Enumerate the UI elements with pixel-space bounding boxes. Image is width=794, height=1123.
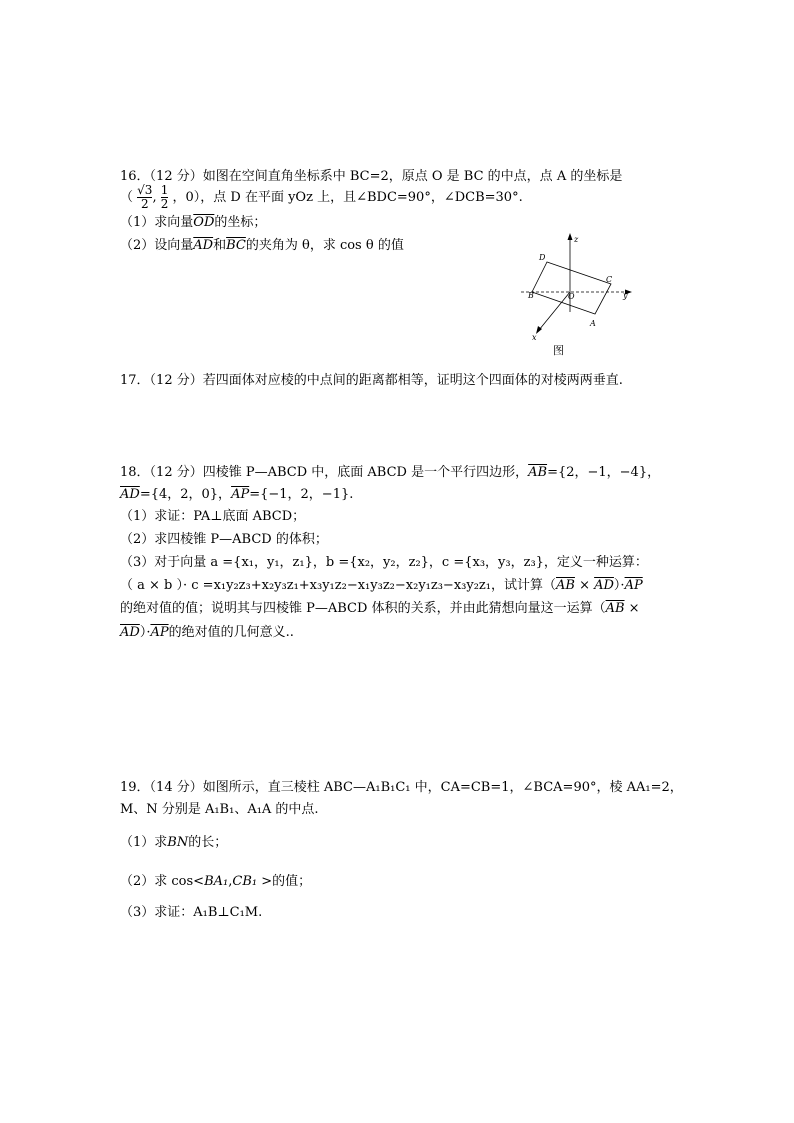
- q19-part2-pre: （2）求 cos<: [120, 874, 205, 889]
- z-label: z: [574, 235, 579, 244]
- vector-AP: $\overline{AP}$: [150, 625, 169, 640]
- y-label: y: [623, 291, 628, 300]
- q16-line2-tail: ，0），点 D 在平面 yOz 上，且∠BDC=90°，∠DCB=30°.: [172, 190, 523, 205]
- q16-frac2-den: 2: [160, 197, 169, 211]
- q16-open-paren: （: [120, 190, 134, 205]
- dot-sign: ）·: [613, 578, 625, 593]
- q18-line6-post: ×: [624, 601, 640, 616]
- vector-AD: $\overline{AD}$: [594, 578, 614, 593]
- q18-line2-mid: ={4，2，0}，: [139, 487, 232, 502]
- dot-sign: ）·: [139, 625, 151, 640]
- q19-part1-pre: （1）求: [120, 835, 168, 850]
- vector-BN: BN: [167, 835, 189, 850]
- z-arrow: [568, 233, 573, 240]
- vector-AD: $\overline{AD}$: [120, 487, 140, 502]
- q19-line2: M、N 分别是 A₁B₁、A₁A 的中点.: [120, 802, 319, 817]
- q19-part1: [120, 834, 227, 852]
- q16-part2-post: 的夹角为 θ，求 cos θ 的值: [245, 238, 404, 253]
- vector-AP: $\overline{AP}$: [624, 578, 643, 593]
- q18-part2: （2）求四棱锥 P—ABCD 的体积；: [120, 532, 328, 547]
- vector-AB: $\overline{AB}$: [555, 578, 575, 593]
- vector-AB: $\overline{AB}$: [605, 601, 625, 616]
- label-B: B: [528, 291, 534, 300]
- q16-part2: [120, 237, 404, 255]
- vector-CB1: CB₁: [232, 874, 258, 889]
- q19-part1-post: 的长；: [188, 835, 228, 850]
- q19-part2: [120, 873, 311, 891]
- q16-part2-pre: （2）设向量: [120, 238, 194, 253]
- q18-line7-post: 的绝对值的几何意义..: [168, 625, 294, 640]
- q19-line1: 19．（14 分）如图所示，直三棱柱 ABC—A₁B₁C₁ 中，CA=CB=1，∠BCA=90°，棱 AA₁=2，: [120, 780, 683, 795]
- q16-line1: 16．（12 分）如图在空间直角坐标系中 BC=2，原点 O 是 BC 的中点，点 A 的坐标是: [120, 169, 623, 184]
- q16-part1-post: 的坐标；: [214, 215, 267, 230]
- q18-line1-pre: 18．（12 分）四棱锥 P—ABCD 中，底面 ABCD 是一个平行四边形，: [120, 465, 529, 480]
- q16-frac2: [161, 184, 169, 211]
- q16-frac1: [137, 184, 152, 211]
- vector-AP: $\overline{AP}$: [231, 487, 250, 502]
- q16-line2: [120, 184, 523, 214]
- q19-part2-post: >的值；: [257, 874, 312, 889]
- q18-line2-post: ={−1，2，−1}.: [249, 487, 354, 502]
- q18-line6-pre: 的绝对值的值；说明其与四棱锥 P—ABCD 体积的关系，并由此猜想向量这一运算（: [120, 601, 606, 616]
- vector-OD: $\overline{OD}$: [193, 215, 215, 230]
- label-O: O: [568, 292, 575, 301]
- vector-BA1: BA₁: [204, 874, 229, 889]
- q18-part3: （3）对于向量 a ={x₁，y₁，z₁}，b ={x₂，y₂，z₂}，c ={x₃，y₃，z₃}，定义一种运算：: [120, 555, 648, 570]
- vector-AD: $\overline{AD}$: [120, 625, 140, 640]
- q16-part1-pre: （1）求向量: [120, 215, 194, 230]
- q18-op-pre: （ a × b ）· c =x₁y₂z₃+x₂y₃z₁+x₃y₁z₂−x₁y₃z₂−x₂y₁z₃−x₃y₂z₁，试计算（: [120, 578, 556, 593]
- q18-line1-post: ={2，−1，−4}，: [547, 465, 661, 480]
- vector-AB: $\overline{AB}$: [528, 465, 548, 480]
- x-label: x: [532, 333, 537, 342]
- q18-line2: [120, 486, 353, 504]
- cross-sign: ×: [574, 578, 595, 593]
- coordinate-figure: [515, 230, 645, 360]
- figure-caption: 图: [553, 344, 564, 357]
- q16-part2-mid: 和: [213, 238, 227, 253]
- label-A: A: [590, 319, 596, 328]
- q18-line7: [120, 624, 294, 642]
- q19-part3: （3）求证：A₁B⊥C₁M.: [120, 905, 263, 920]
- q18-line6: [120, 600, 640, 618]
- q18-operation-line: [120, 577, 643, 595]
- q16-frac2-num: 1: [160, 183, 169, 197]
- q17-text: 17．（12 分）若四面体对应棱的中点间的距离都相等，证明这个四面体的对棱两两垂直.: [120, 373, 623, 388]
- q16-part1: [120, 214, 266, 232]
- vector-AD: $\overline{AD}$: [193, 238, 214, 253]
- q16-frac1-den: 2: [140, 197, 149, 211]
- label-C: C: [606, 275, 613, 284]
- quadrilateral-BDCA: [532, 262, 611, 314]
- q16-frac1-num: √3: [137, 183, 153, 197]
- q18-part1: （1）求证：PA⊥底面 ABCD；: [120, 509, 306, 524]
- q19-part2-comma: ,: [228, 874, 233, 889]
- q18-line1: [120, 464, 660, 482]
- x-axis: [539, 292, 570, 330]
- vector-BC: $\overline{BC}$: [226, 238, 246, 253]
- q16-comma: ,: [152, 190, 157, 205]
- label-D: D: [539, 253, 546, 262]
